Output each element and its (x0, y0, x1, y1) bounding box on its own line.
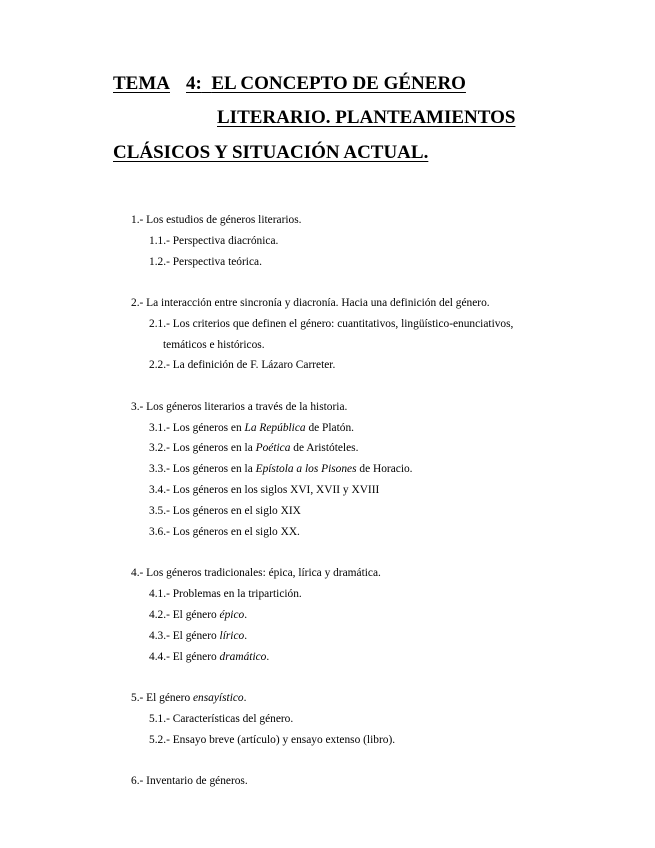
toc-item-2-1: 2.1.- Los criterios que definen el género: cuantitativos, lingüístico-enunciativos, (149, 318, 514, 330)
title-text-part-1: EL CONCEPTO DE GÉNERO (211, 73, 466, 94)
toc-section-6: 6.- Inventario de géneros. (131, 775, 248, 787)
toc-item-3-2: 3.2.- Los géneros en la Poética de Aristóteles. (149, 442, 359, 454)
genre-term: dramático (219, 651, 267, 663)
toc-section-4: 4.- Los géneros tradicionales: épica, lírica y dramática. (131, 567, 381, 579)
toc-section-5: 5.- El género ensayístico. (131, 692, 247, 704)
toc-item-4-4: 4.4.- El género dramático. (149, 651, 270, 663)
toc-item-4-2: 4.2.- El género épico. (149, 609, 248, 621)
toc-item-3-5: 3.5.- Los géneros en el siglo XIX (149, 505, 301, 517)
title-line-3: CLÁSICOS Y SITUACIÓN ACTUAL. (113, 142, 429, 163)
toc-section-3: 3.- Los géneros literarios a través de la historia. (131, 401, 348, 413)
toc-item-3-3: 3.3.- Los géneros en la Epístola a los Pisones de Horacio. (149, 463, 413, 475)
toc-section-2: 2.- La interacción entre sincronía y diacronía. Hacia una definición del género. (131, 297, 490, 309)
toc-section-1: 1.- Los estudios de géneros literarios. (131, 214, 302, 226)
title-number: 4: (186, 73, 202, 94)
toc-item-5-1: 5.1.- Características del género. (149, 713, 294, 725)
work-title: Epístola a los Pisones (255, 463, 357, 475)
title-label: TEMA (113, 73, 170, 94)
title-line-1 (113, 74, 466, 93)
toc-item-1-1: 1.1.- Perspectiva diacrónica. (149, 235, 279, 247)
work-title: La República (244, 422, 306, 434)
genre-term: lírico (219, 630, 245, 642)
toc-item-2-2: 2.2.- La definición de F. Lázaro Carreter. (149, 359, 336, 371)
genre-term: ensayístico (193, 692, 244, 704)
title-line-2: LITERARIO. PLANTEAMIENTOS (217, 107, 516, 128)
genre-term: épico (219, 609, 245, 621)
toc-item-3-6: 3.6.- Los géneros en el siglo XX. (149, 526, 300, 538)
toc-item-4-1: 4.1.- Problemas en la tripartición. (149, 588, 302, 600)
toc-item-3-4: 3.4.- Los géneros en los siglos XVI, XVII y XVIII (149, 484, 380, 496)
toc-item-2-1-continuation: temáticos e históricos. (163, 339, 265, 351)
work-title: Poética (255, 442, 291, 454)
toc-item-1-2: 1.2.- Perspectiva teórica. (149, 256, 262, 268)
toc-item-5-2: 5.2.- Ensayo breve (artículo) y ensayo extenso (libro). (149, 734, 396, 746)
toc-item-4-3: 4.3.- El género lírico. (149, 630, 248, 642)
toc-item-3-1: 3.1.- Los géneros en La República de Platón. (149, 422, 354, 434)
